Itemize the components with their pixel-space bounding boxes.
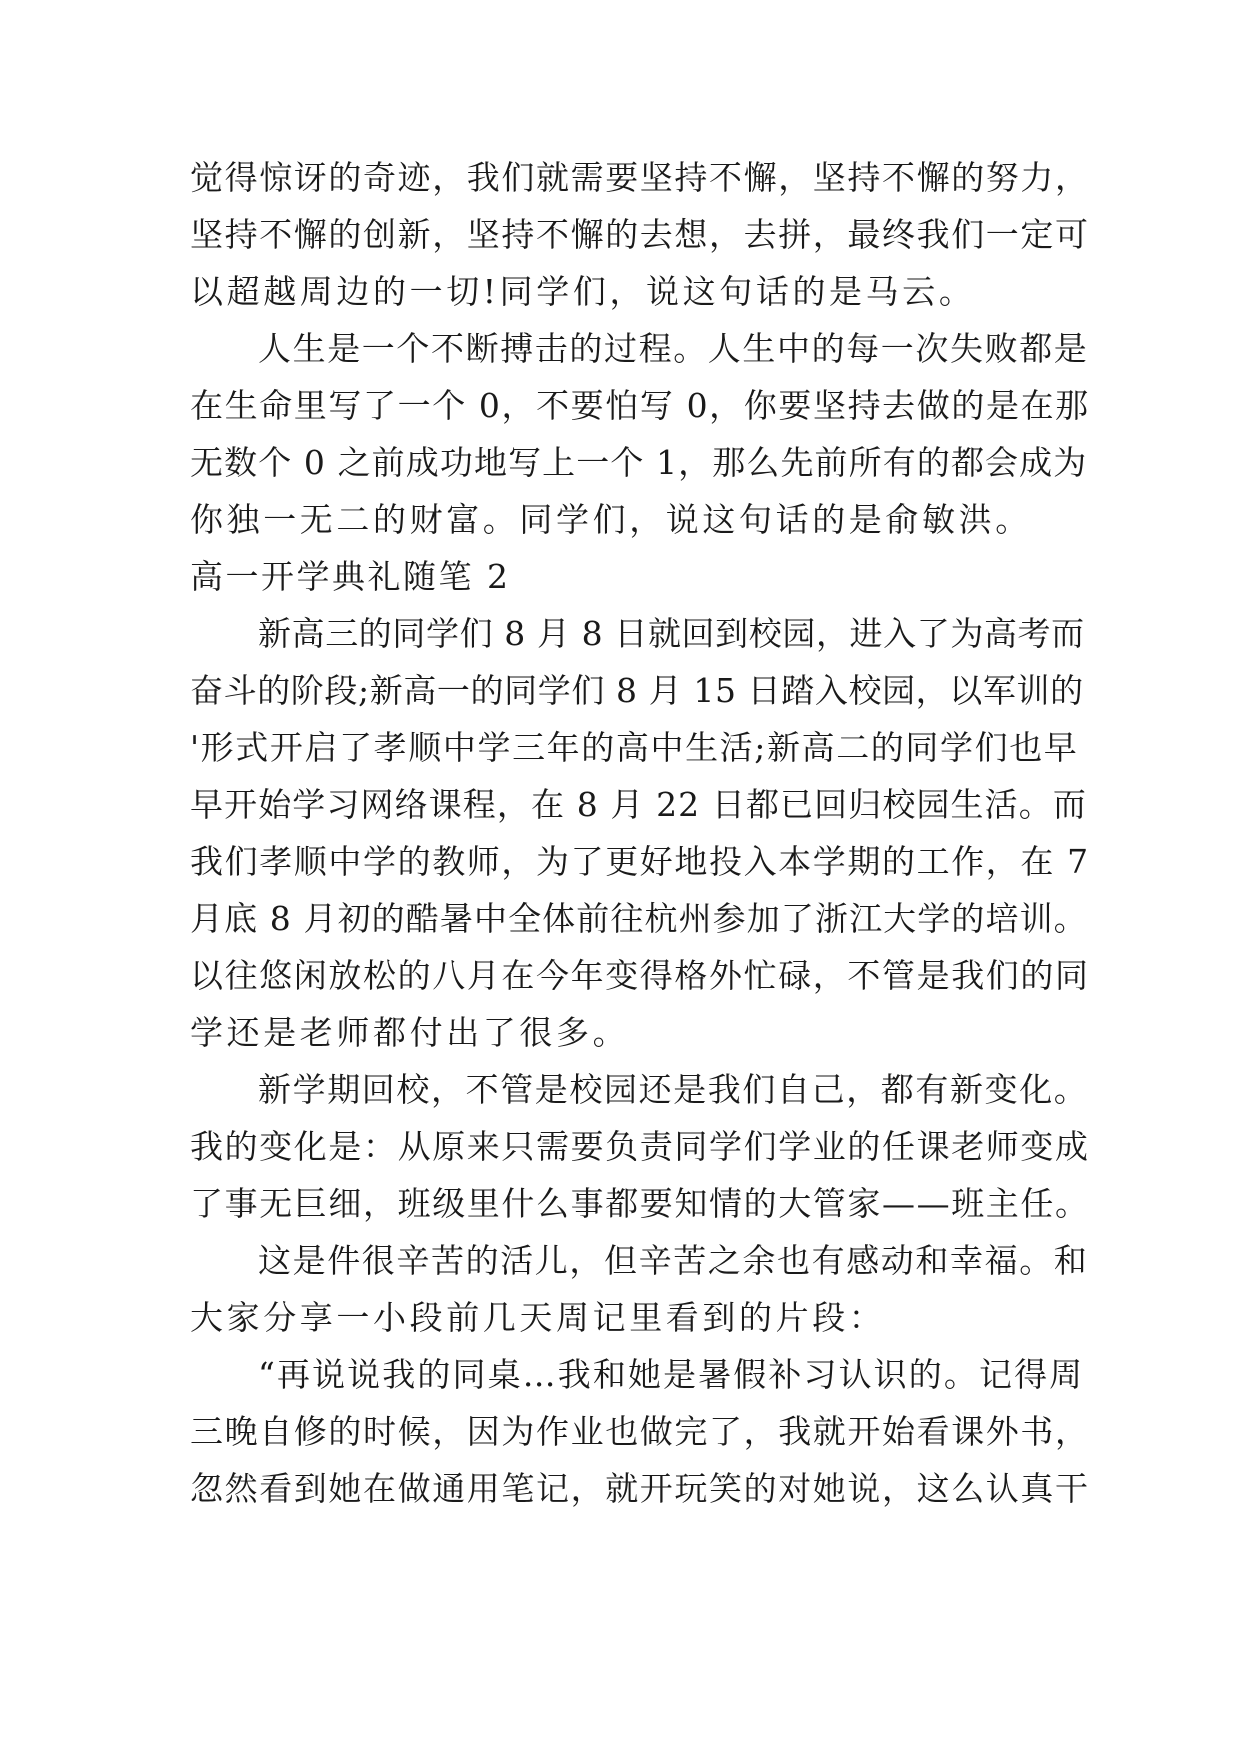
- text-line: 我们孝顺中学的教师，为了更好地投入本学期的工作，在 7: [190, 842, 1090, 881]
- text-line: 无数个 0 之前成功地写上一个 1，那么先前所有的都会成为: [190, 443, 1088, 482]
- text-line: 学还是老师都付出了很多。: [190, 1013, 630, 1052]
- text-line: 大家分享一小段前几天周记里看到的片段：: [190, 1298, 886, 1337]
- paragraph-first-line: “再说说我的同桌…我和她是暑假补习认识的。记得周: [258, 1355, 1085, 1394]
- text-line: 了事无巨细，班级里什么事都要知情的大管家——班主任。: [190, 1184, 1090, 1223]
- paragraph-first-line: 新高三的同学们 8 月 8 日就回到校园，进入了为高考而: [258, 614, 1085, 653]
- text-line: 在生命里写了一个 0，不要怕写 0，你要坚持去做的是在那: [190, 386, 1090, 425]
- text-line: 三晚自修的时候，因为作业也做完了，我就开始看课外书，: [190, 1412, 1090, 1451]
- paragraph-first-line: 新学期回校，不管是校园还是我们自己，都有新变化。: [258, 1070, 1089, 1109]
- text-line: 以超越周边的一切!同学们，说这句话的是马云。: [190, 272, 976, 311]
- text-line: 忽然看到她在做通用笔记，就开玩笑的对她说，这么认真干: [190, 1469, 1090, 1508]
- text-line: '形式开启了孝顺中学三年的高中生活;新高二的同学们也早: [190, 728, 1079, 767]
- section-heading: 高一开学典礼随笔 2: [190, 557, 511, 596]
- text-line: 坚持不懈的创新，坚持不懈的去想，去拼，最终我们一定可: [190, 215, 1090, 254]
- paragraph-first-line: 这是件很辛苦的活儿，但辛苦之余也有感动和幸福。和: [258, 1241, 1089, 1280]
- text-line: 以往悠闲放松的八月在今年变得格外忙碌，不管是我们的同: [190, 956, 1090, 995]
- text-line: 早开始学习网络课程，在 8 月 22 日都已回归校园生活。而: [190, 785, 1087, 824]
- paragraph-first-line: 人生是一个不断搏击的过程。人生中的每一次失败都是: [258, 329, 1089, 368]
- text-line: 你独一无二的财富。同学们，说这句话的是俞敏洪。: [190, 500, 1032, 539]
- text-line: 我的变化是：从原来只需要负责同学们学业的任课老师变成: [190, 1127, 1090, 1166]
- text-line: 奋斗的阶段;新高一的同学们 8 月 15 日踏入校园，以军训的: [190, 671, 1084, 710]
- text-line: 月底 8 月初的酷暑中全体前往杭州参加了浙江大学的培训。: [190, 899, 1088, 938]
- text-line: 觉得惊讶的奇迹，我们就需要坚持不懈，坚持不懈的努力，: [190, 158, 1090, 197]
